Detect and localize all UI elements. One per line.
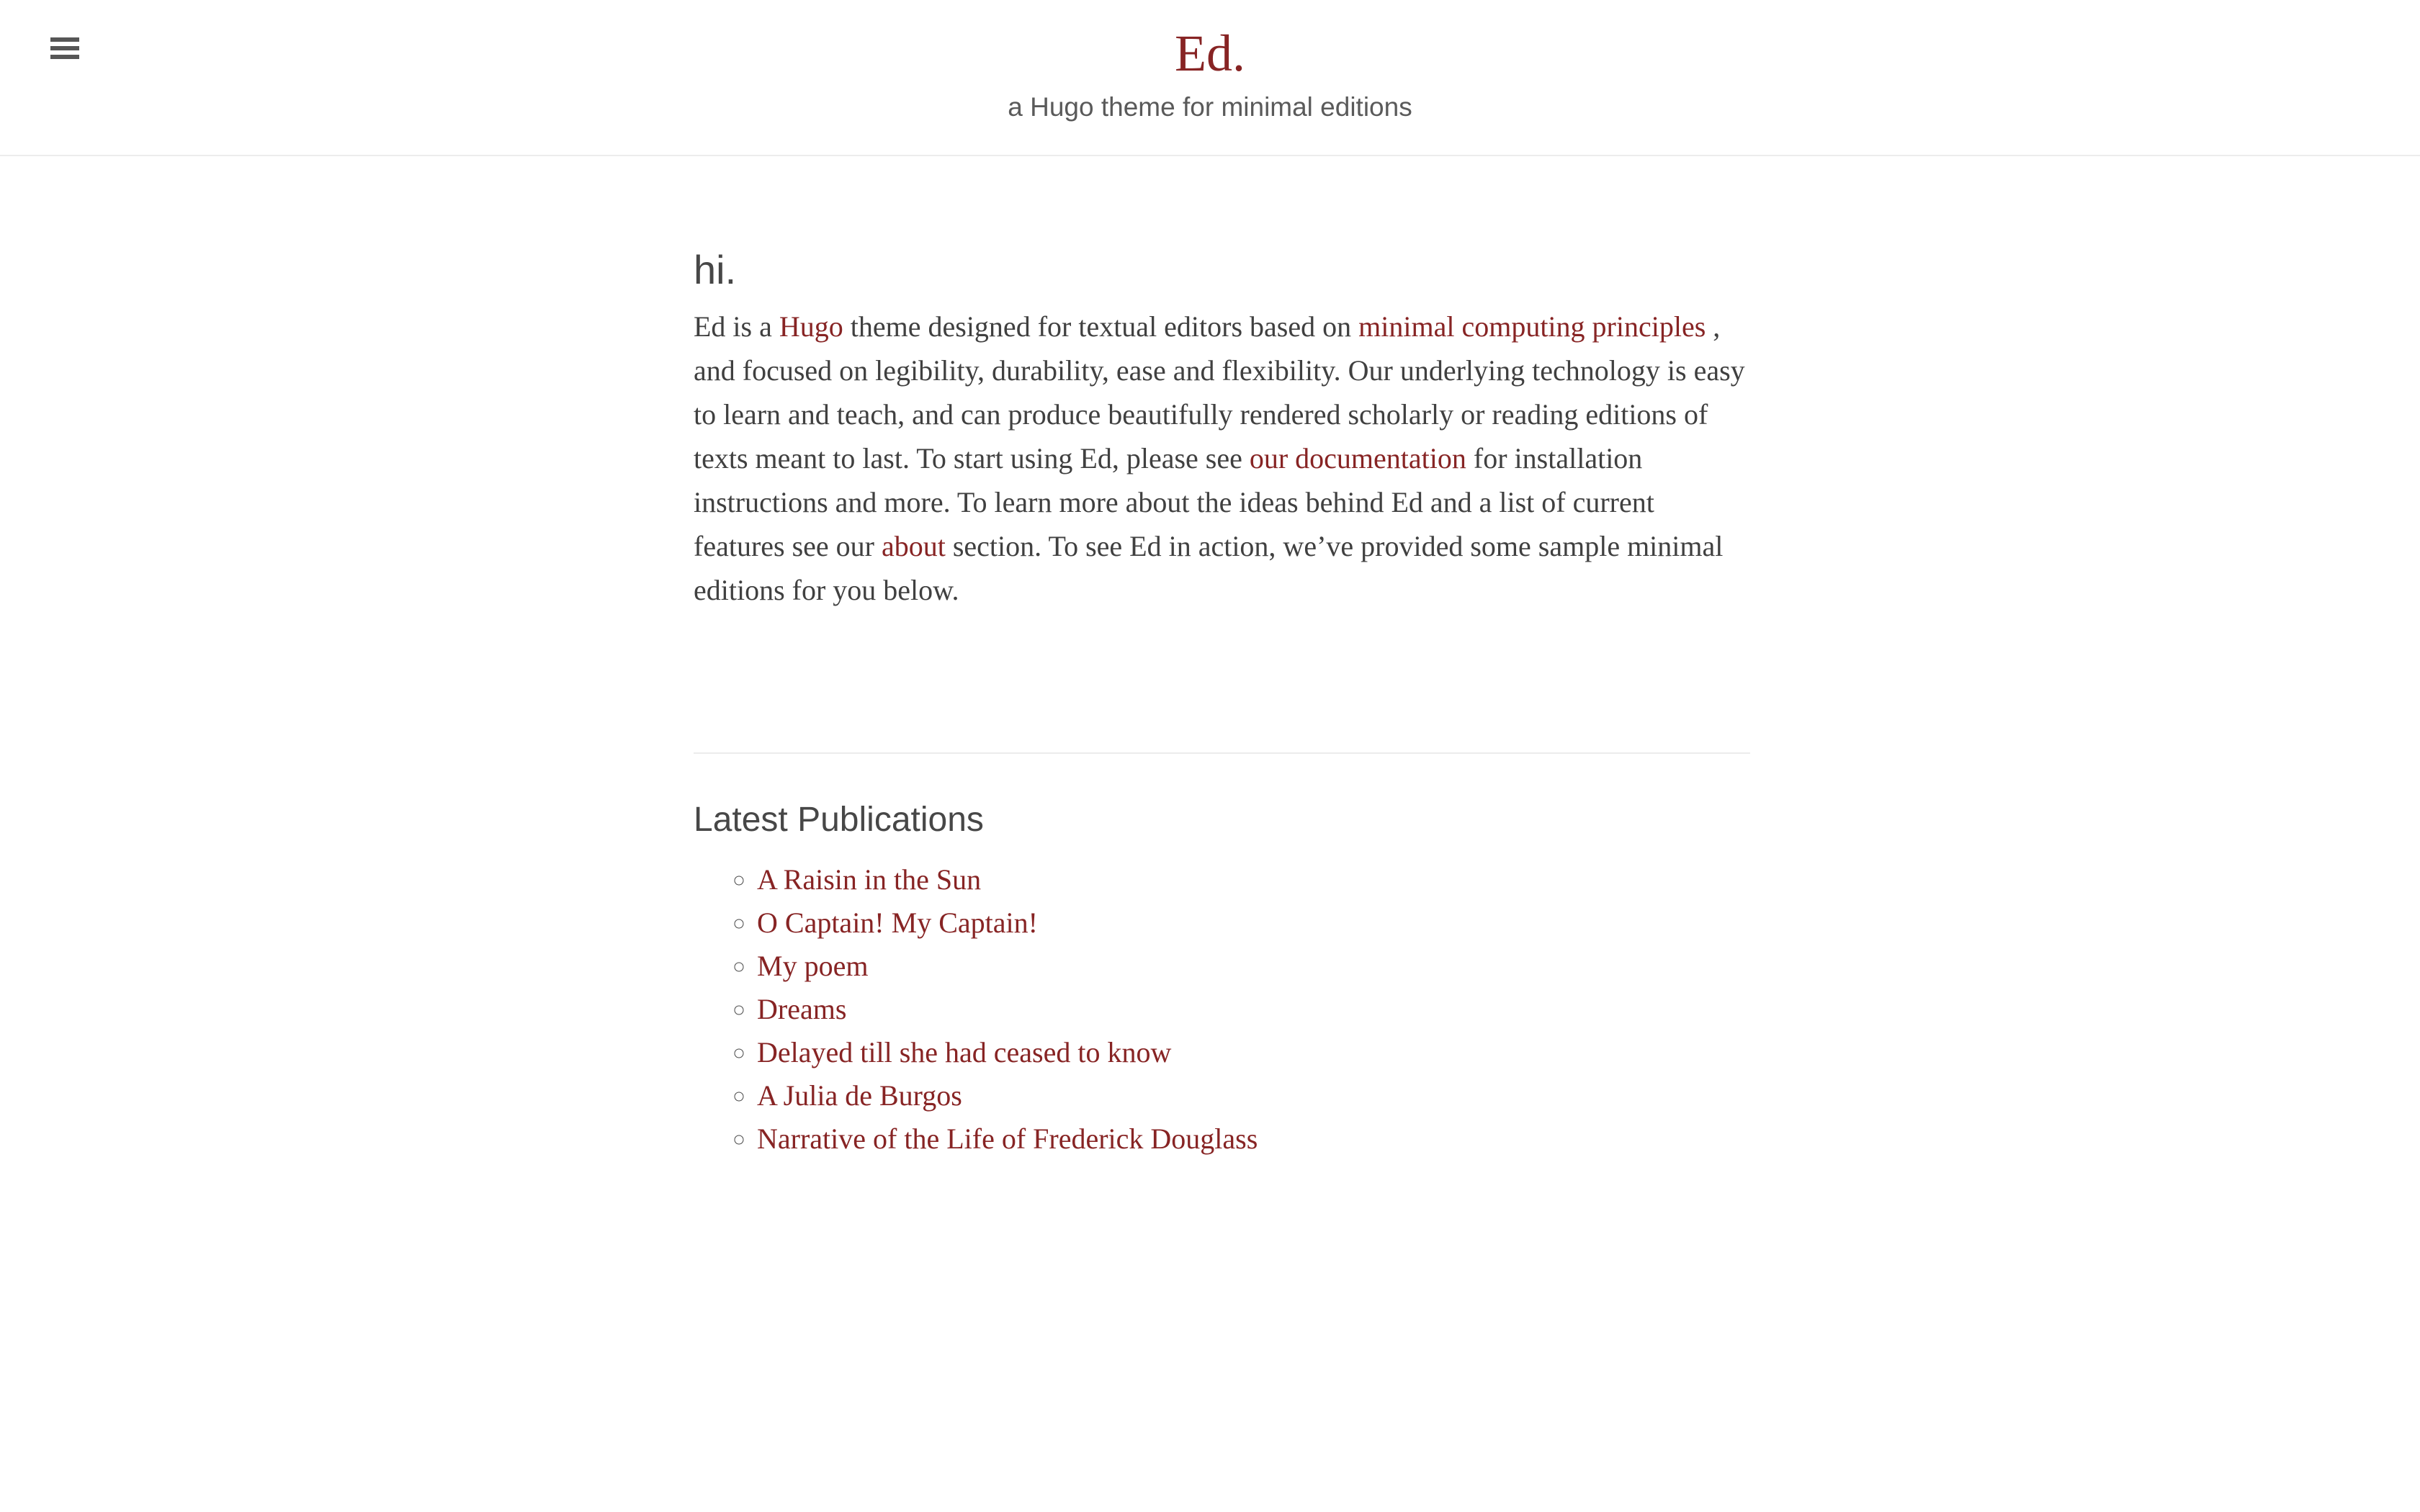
hamburger-bar bbox=[50, 55, 79, 59]
publication-item bbox=[757, 901, 1750, 945]
menu-button[interactable] bbox=[50, 37, 79, 59]
publication-link[interactable]: A Raisin in the Sun bbox=[757, 863, 982, 896]
publication-item bbox=[757, 858, 1750, 901]
inline-link[interactable]: Hugo bbox=[779, 310, 843, 343]
publications-list bbox=[694, 858, 1750, 1161]
main-content bbox=[694, 247, 1750, 1161]
hamburger-bar bbox=[50, 37, 79, 42]
site-header bbox=[0, 0, 2420, 156]
hamburger-bar bbox=[50, 46, 79, 50]
publication-item bbox=[757, 945, 1750, 988]
site-title-link[interactable]: Ed. bbox=[1175, 24, 1245, 82]
site-title bbox=[0, 24, 2420, 82]
inline-link[interactable]: our documentation bbox=[1249, 442, 1466, 474]
section-divider bbox=[694, 752, 1750, 754]
inline-link[interactable]: about bbox=[881, 530, 946, 562]
intro-heading: hi. bbox=[694, 247, 737, 292]
publication-item bbox=[757, 988, 1750, 1031]
publication-link[interactable]: Delayed till she had ceased to know bbox=[757, 1036, 1172, 1068]
site-subtitle: a Hugo theme for minimal editions bbox=[1008, 92, 1412, 122]
publication-link[interactable]: My poem bbox=[757, 950, 869, 982]
inline-link[interactable]: minimal computing principles bbox=[1358, 310, 1706, 343]
publication-item bbox=[757, 1117, 1750, 1161]
publication-link[interactable]: A Julia de Burgos bbox=[757, 1079, 962, 1112]
publication-item bbox=[757, 1074, 1750, 1117]
publication-link[interactable]: Dreams bbox=[757, 993, 847, 1025]
hamburger-icon bbox=[50, 37, 79, 59]
publication-link[interactable]: Narrative of the Life of Frederick Douglass bbox=[757, 1122, 1258, 1155]
publication-link[interactable]: O Captain! My Captain! bbox=[757, 906, 1038, 939]
intro-paragraph: Ed is a Hugo theme designed for textual editors based on minimal computing principles , and focused on legibility, durability, ease and flexibility. Our underlying technology is easy to learn and teach, and can produce beautifully rendered scholarly or reading editions of texts meant to last. To start using Ed, please see our documentation for installation instructions and more. To learn more about the ideas behind Ed and a list of current features see our about section. To see Ed in action, we’ve provided some sample minimal editions for you below. bbox=[694, 310, 1745, 606]
publication-item bbox=[757, 1031, 1750, 1074]
publications-heading: Latest Publications bbox=[694, 801, 984, 839]
